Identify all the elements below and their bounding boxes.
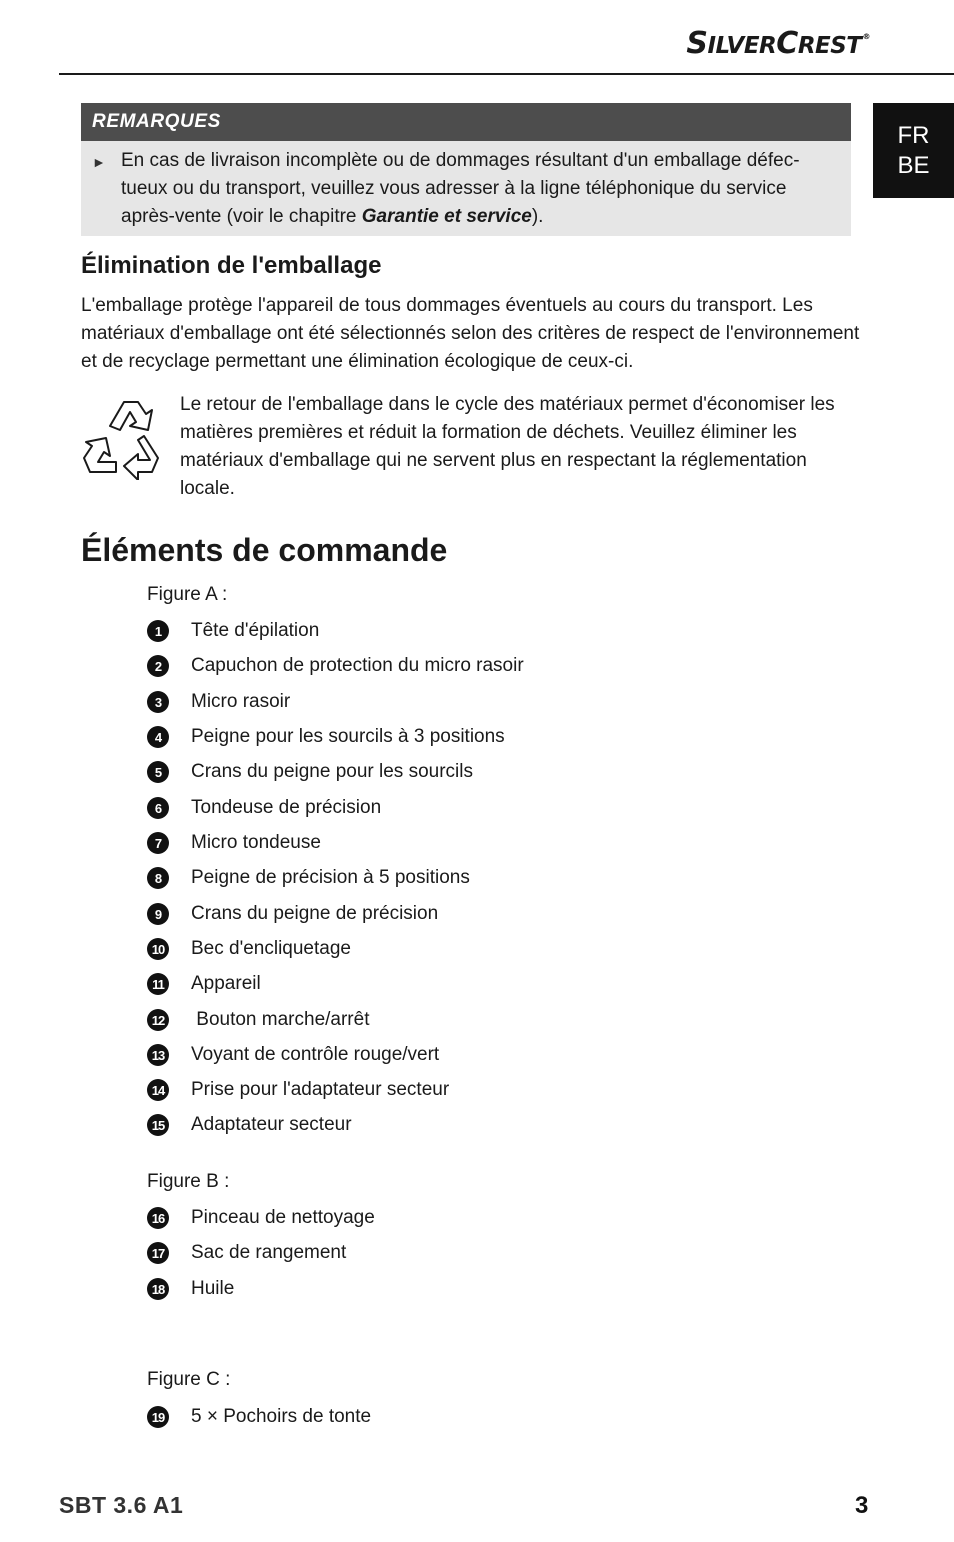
figure-c-label: Figure C : [147,1369,231,1390]
item-number-badge: 2 [147,655,169,677]
chapter-reference: Garantie et service [361,206,532,227]
item-label: Appareil [191,973,261,994]
item-label: 5 × Pochoirs de tonte [191,1406,372,1427]
item-label: Voyant de contrôle rouge/vert [191,1044,440,1065]
recycle-icon [80,396,172,480]
list-item [147,724,505,750]
list-item [147,1077,449,1103]
list-item [147,1112,352,1138]
item-label: Micro tondeuse [191,832,321,853]
language-tab [873,103,954,198]
item-number-badge: 15 [147,1114,169,1136]
item-label: Sac de rangement [191,1242,347,1263]
item-label: Tondeuse de précision [191,797,382,818]
recycle-paragraph: Le retour de l'emballage dans le cycle des matériaux permet d'économiser les matières premières et réduit la formation de déchets. Veuillez éliminer les matériaux d'emballage qui ne servent plus en respectant la réglementation locale. [180,394,835,499]
brand-logo: SILVERCREST® [686,26,870,61]
item-label: Bec d'encliquetage [191,938,351,959]
item-number-badge: 18 [147,1278,169,1300]
item-label: Peigne pour les sourcils à 3 positions [191,726,505,747]
list-item [147,689,290,715]
list-item [147,759,473,785]
item-number-badge: 9 [147,903,169,925]
list-item [147,1205,375,1231]
item-number-badge: 3 [147,691,169,713]
item-number-badge: 12 [147,1009,169,1031]
figure-a-label: Figure A : [147,584,228,605]
page-number: 3 [855,1492,869,1519]
list-item [147,1404,371,1430]
figure-b-label: Figure B : [147,1171,230,1192]
item-number-badge: 14 [147,1079,169,1101]
disposal-paragraph: L'emballage protège l'appareil de tous dommages éventuels au cours du transport. Les matériaux d'emballage ont été sélectionnés selon des critères de respect de l'environnement et de recyclage permettant une élimination écologique de ceux-ci. [81,295,860,372]
disposal-heading: Élimination de l'emballage [81,252,382,279]
lang-code-be: BE [897,151,930,179]
remarks-box [81,103,851,236]
list-item [147,865,470,891]
item-label: Crans du peigne pour les sourcils [191,761,473,782]
list-item [147,830,321,856]
item-number-badge: 5 [147,761,169,783]
list-item [147,971,261,997]
list-item [147,1007,369,1033]
item-number-badge: 7 [147,832,169,854]
controls-heading: Éléments de commande [81,532,448,568]
item-label: Micro rasoir [191,691,291,712]
header-divider [59,73,954,75]
item-number-badge: 11 [147,973,169,995]
list-item [147,653,524,679]
item-label: Peigne de précision à 5 positions [191,867,470,888]
lang-code-fr: FR [897,121,930,149]
item-number-badge: 1 [147,620,169,642]
list-item [147,1042,439,1068]
item-label: Prise pour l'adaptateur secteur [191,1079,450,1100]
item-label: Pinceau de nettoyage [191,1207,375,1228]
item-label: Bouton marche/arrêt [191,1009,370,1030]
item-number-badge: 19 [147,1406,169,1428]
item-number-badge: 6 [147,797,169,819]
item-label: Crans du peigne de précision [191,903,439,924]
item-label: Tête d'épilation [191,620,320,641]
list-item [147,936,351,962]
bullet-arrow-icon: ► [92,154,106,170]
list-item [147,795,381,821]
item-label: Huile [191,1278,235,1299]
item-number-badge: 10 [147,938,169,960]
list-item [147,901,438,927]
list-item [147,618,319,644]
remarks-title: REMARQUES [81,103,851,141]
item-label: Capuchon de protection du micro rasoir [191,655,524,676]
item-number-badge: 13 [147,1044,169,1066]
model-number: SBT 3.6 A1 [59,1492,184,1518]
item-number-badge: 4 [147,726,169,748]
item-number-badge: 16 [147,1207,169,1229]
item-label: Adaptateur secteur [191,1114,352,1135]
item-number-badge: 17 [147,1242,169,1264]
list-item [147,1276,234,1302]
list-item [147,1240,346,1266]
remarks-item: ► En cas de livraison incomplète ou de dommages résultant d'un emballage défec-tueux ou du transport, veuillez vous adresser à la ligne téléphonique du service après-vente (voir le chapitre Garantie et service). [92,150,800,227]
item-number-badge: 8 [147,867,169,889]
